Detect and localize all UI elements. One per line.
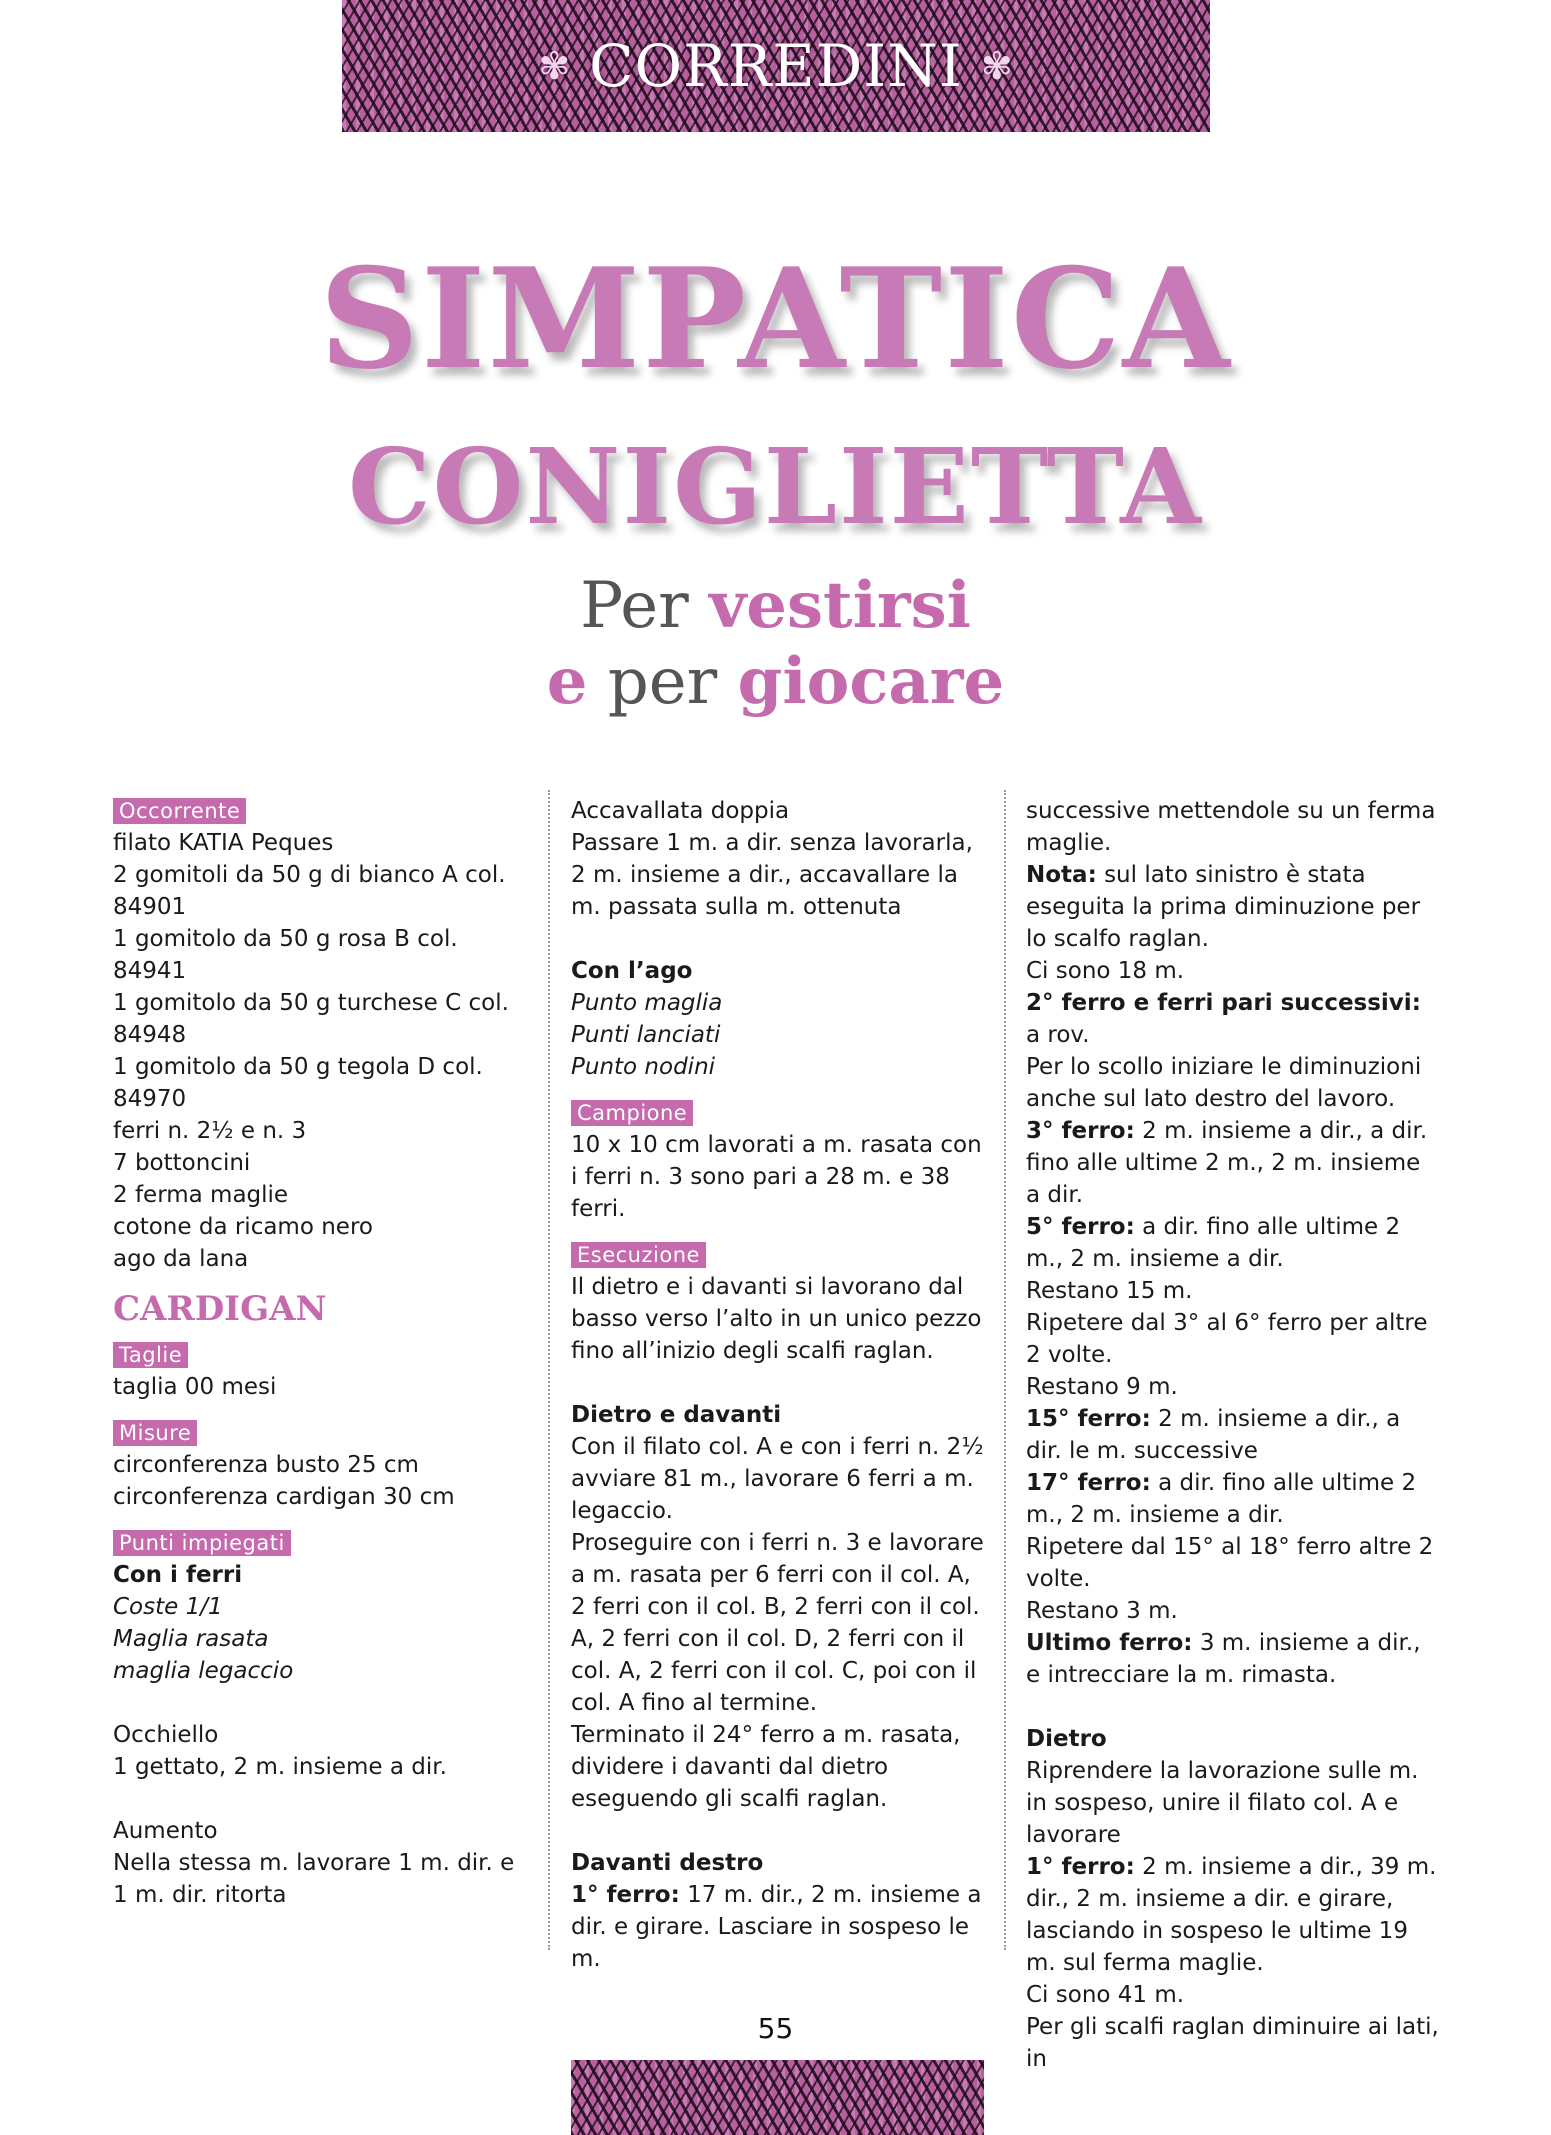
row-label: 5° ferro: bbox=[1026, 1214, 1135, 1240]
instruction-text: Restano 9 m. bbox=[1026, 1374, 1178, 1400]
materials-item: ago da lana bbox=[113, 1246, 249, 1272]
instruction-text: Ci sono 18 m. bbox=[1026, 958, 1185, 984]
section-label-misure: Misure bbox=[113, 1420, 197, 1446]
materials-item: 1 gomitolo da 50 g turchese C col. 84948 bbox=[113, 990, 509, 1048]
materials-item: cotone da ricamo nero bbox=[113, 1214, 373, 1240]
instruction-text bbox=[1026, 1467, 1439, 1531]
campione-text: 10 x 10 cm lavorati a m. rasata con i ferri n. 3 sono pari a 28 m. e 38 ferri. bbox=[571, 1132, 982, 1222]
row-text: a rov. bbox=[1026, 1022, 1090, 1048]
flower-icon: ✾ bbox=[538, 44, 572, 88]
banner-title bbox=[538, 32, 1013, 100]
subheading-con-i-ferri: Con i ferri bbox=[113, 1562, 243, 1588]
subheading-dietro: Dietro bbox=[1026, 1726, 1107, 1752]
instruction-text bbox=[1026, 1627, 1439, 1691]
row-label: 2° ferro e ferri pari successivi: bbox=[1026, 990, 1421, 1016]
stitch-item: Punto nodini bbox=[571, 1054, 716, 1080]
instruction-text: Per gli scalfi raglan diminuire ai lati, in bbox=[1026, 2014, 1439, 2072]
note-text: sul lato sinistro è stata eseguita la prima diminuzione per lo scalfo raglan. bbox=[1026, 862, 1421, 952]
page-title-line2: CONIGLIETTA bbox=[347, 425, 1203, 548]
instruction-text: Con il filato col. A e con i ferri n. 2½ avviare 81 m., lavorare 6 ferri a m. legaccio. bbox=[571, 1434, 984, 1524]
footer-banner bbox=[571, 2060, 984, 2135]
stitch-item: Coste 1/1 bbox=[113, 1594, 223, 1620]
row-label: 15° ferro: bbox=[1026, 1406, 1151, 1432]
materials-item: 2 gomitoli da 50 g di bianco A col. 84901 bbox=[113, 862, 506, 920]
section-label-campione: Campione bbox=[571, 1100, 693, 1126]
instruction-text bbox=[1026, 1115, 1439, 1211]
aumento-text: Nella stessa m. lavorare 1 m. dir. e 1 m. dir. ritorta bbox=[113, 1850, 515, 1908]
size-text: taglia 00 mesi bbox=[113, 1374, 277, 1400]
page-title-line1: SIMPATICA bbox=[319, 237, 1232, 400]
section-label-occorrente: Occorrente bbox=[113, 798, 246, 824]
header-banner bbox=[342, 0, 1210, 132]
column-3 bbox=[1026, 795, 1439, 2075]
row-label: 3° ferro: bbox=[1026, 1118, 1135, 1144]
stitch-item: Maglia rasata bbox=[113, 1626, 269, 1652]
instruction-text: Ci sono 41 m. bbox=[1026, 1982, 1185, 2008]
subheading-accavallata: Accavallata doppia bbox=[571, 798, 790, 824]
subheading-dietro-davanti: Dietro e davanti bbox=[571, 1402, 782, 1428]
instruction-text: Proseguire con i ferri n. 3 e lavorare a m. rasata per 6 ferri con il col. A, 2 ferri con il col. B, 2 ferri con il col. A, 2 ferri con il col. D, 2 ferri con il col. A, 2 ferri con il col. C, poi con il col. A fino al termine. bbox=[571, 1530, 984, 1716]
row-text: 3 m. insieme a dir., e intrecciare la m. rimasta. bbox=[1026, 1630, 1421, 1688]
instruction-text: Per lo scollo iniziare le diminuzioni anche sul lato destro del lavoro. bbox=[1026, 1054, 1422, 1112]
subtitle-highlight: vestirsi bbox=[709, 568, 971, 643]
materials-item: 1 gomitolo da 50 g tegola D col. 84970 bbox=[113, 1054, 483, 1112]
section-label-punti: Punti impiegati bbox=[113, 1530, 291, 1556]
banner-label: CORREDINI bbox=[589, 32, 963, 100]
subheading-con-ago: Con l’ago bbox=[571, 958, 693, 984]
row-label: 1° ferro: bbox=[1026, 1854, 1135, 1880]
instruction-text bbox=[1026, 859, 1439, 955]
row-text: 2 m. insieme a dir., a dir. fino alle ultime 2 m., 2 m. insieme a dir. bbox=[1026, 1118, 1428, 1208]
instruction-text: Terminato il 24° ferro a m. rasata, dividere i davanti dal dietro eseguendo gli scalfi raglan. bbox=[571, 1722, 961, 1812]
column-divider bbox=[548, 790, 550, 1950]
materials-item: ferri n. 2½ e n. 3 bbox=[113, 1118, 307, 1144]
subheading-davanti-destro: Davanti destro bbox=[571, 1850, 764, 1876]
occhiello-text: 1 gettato, 2 m. insieme a dir. bbox=[113, 1754, 447, 1780]
row-text: a dir. fino alle ultime 2 m., 2 m. insieme a dir. bbox=[1026, 1214, 1401, 1272]
column-divider bbox=[1004, 790, 1006, 1950]
stitch-item: Punto maglia bbox=[571, 990, 723, 1016]
subtitle-text: per bbox=[587, 645, 738, 719]
stitch-item: maglia legaccio bbox=[113, 1658, 294, 1684]
measure-item: circonferenza busto 25 cm bbox=[113, 1452, 419, 1478]
section-title-cardigan: CARDIGAN bbox=[113, 1289, 327, 1329]
row-label: Ultimo ferro: bbox=[1026, 1630, 1193, 1656]
note-label: Nota: bbox=[1026, 862, 1097, 888]
esecuzione-text: Il dietro e i davanti si lavorano dal basso verso l’alto in un unico pezzo fino all’inizio degli scalfi raglan. bbox=[571, 1274, 982, 1364]
materials-item: filato KATIA Peques bbox=[113, 830, 334, 856]
section-label-taglie: Taglie bbox=[113, 1342, 188, 1368]
instruction-text bbox=[1026, 1403, 1439, 1467]
row-text: a dir. fino alle ultime 2 m., 2 m. insieme a dir. bbox=[1026, 1470, 1417, 1528]
row-text: 2 m. insieme a dir., a dir. le m. successive bbox=[1026, 1406, 1401, 1464]
measure-item: circonferenza cardigan 30 cm bbox=[113, 1484, 455, 1510]
column-1 bbox=[113, 795, 526, 1911]
subtitle-highlight: e bbox=[546, 644, 588, 719]
instruction-text: Ripetere dal 15° al 18° ferro altre 2 volte. bbox=[1026, 1534, 1434, 1592]
subtitle-line1 bbox=[0, 568, 1551, 643]
row-text: 2 m. insieme a dir., 39 m. dir., 2 m. insieme a dir. e girare, lasciando in sospeso le ultime 19 m. sul ferma maglie. bbox=[1026, 1854, 1437, 1976]
row-text: 17 m. dir., 2 m. insieme a dir. e girare. Lasciare in sospeso le m. bbox=[571, 1882, 982, 1972]
row-label: 17° ferro: bbox=[1026, 1470, 1151, 1496]
stitch-item: Punti lanciati bbox=[571, 1022, 721, 1048]
column-2 bbox=[571, 795, 984, 1975]
instruction-text: successive mettendole su un ferma maglie. bbox=[1026, 798, 1436, 856]
instruction-text: Restano 15 m. bbox=[1026, 1278, 1193, 1304]
instruction-text bbox=[1026, 1211, 1439, 1275]
materials-item: 7 bottoncini bbox=[113, 1150, 251, 1176]
instruction-text bbox=[1026, 1851, 1439, 1979]
instruction-text: Restano 3 m. bbox=[1026, 1598, 1178, 1624]
flower-icon: ✾ bbox=[980, 44, 1014, 88]
subheading-aumento: Aumento bbox=[113, 1818, 218, 1844]
materials-item: 1 gomitolo da 50 g rosa B col. 84941 bbox=[113, 926, 458, 984]
row-label: 1° ferro: bbox=[571, 1882, 680, 1908]
section-label-esecuzione: Esecuzione bbox=[571, 1242, 706, 1268]
instruction-text: Riprendere la lavorazione sulle m. in sospeso, unire il filato col. A e lavorare bbox=[1026, 1758, 1419, 1848]
subheading-occhiello: Occhiello bbox=[113, 1722, 219, 1748]
subtitle-line2 bbox=[0, 644, 1551, 719]
subtitle-highlight: giocare bbox=[737, 644, 1005, 719]
page-number: 55 bbox=[757, 2012, 794, 2045]
instruction-text bbox=[571, 1879, 984, 1975]
materials-item: 2 ferma maglie bbox=[113, 1182, 289, 1208]
accavallata-text: Passare 1 m. a dir. senza lavorarla, 2 m. insieme a dir., accavallare la m. passata sulla m. ottenuta bbox=[571, 830, 973, 920]
instruction-text: Ripetere dal 3° al 6° ferro per altre 2 volte. bbox=[1026, 1310, 1428, 1368]
instruction-text bbox=[1026, 987, 1439, 1051]
subtitle-text: Per bbox=[580, 569, 710, 643]
